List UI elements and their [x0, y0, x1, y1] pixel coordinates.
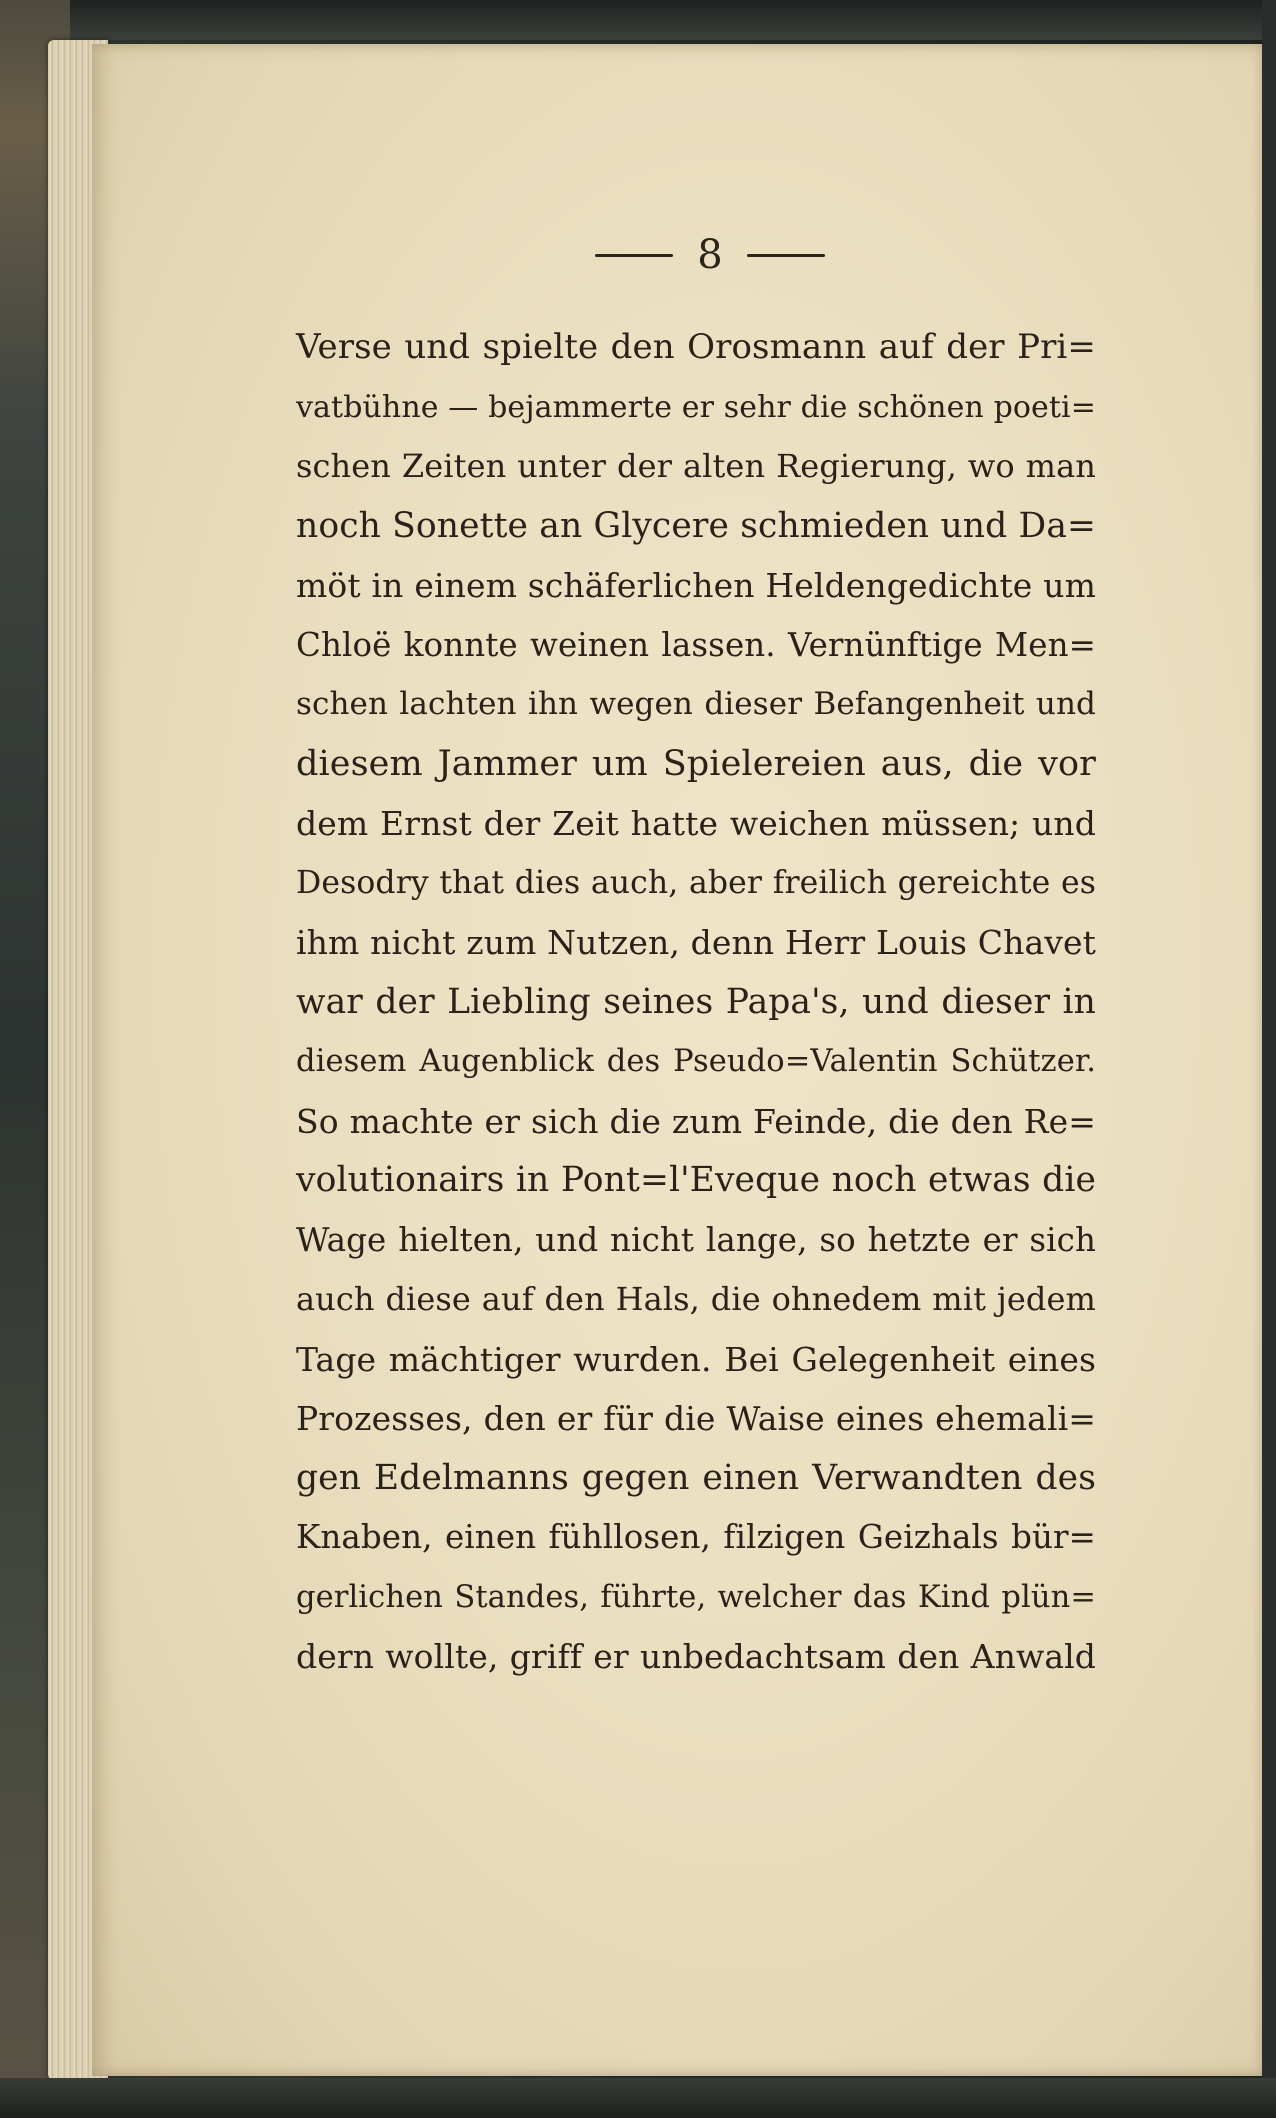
body-text	[296, 318, 1096, 1687]
scan-top-edge	[0, 0, 1276, 40]
text-line: gen Edelmanns gegen einen Verwandten des	[296, 1457, 1096, 1498]
text-line: war der Liebling seines Papa's, und dieser in	[296, 981, 1096, 1022]
text-line: dem Ernst der Zeit hatte weichen müssen; und	[296, 804, 1096, 843]
text-line: Knaben, einen fühllosen, filzigen Geizhals bür=	[296, 1518, 1096, 1556]
header-rule-right	[747, 254, 825, 257]
text-line: Verse und spielte den Orosmann auf der Pri=	[296, 327, 1096, 367]
text-line: Tage mächtiger wurden. Bei Gelegenheit eines	[296, 1339, 1096, 1379]
text-line: Wage hielten, und nicht lange, so hetzte er sich	[296, 1220, 1096, 1259]
text-line: ihm nicht zum Nutzen, denn Herr Louis Chavet	[296, 923, 1096, 962]
text-line: schen Zeiten unter der alten Regierung, wo man	[296, 447, 1096, 485]
page-number: 8	[697, 232, 723, 278]
text-line: volutionairs in Pont=l'Eveque noch etwas die	[296, 1160, 1096, 1200]
page-header	[560, 230, 860, 280]
text-line: diesem Augenblick des Pseudo=Valentin Schützer.	[296, 1044, 1096, 1079]
text-line: dern wollte, griff er unbedachtsam den Anwald	[296, 1637, 1096, 1676]
text-line: So machte er sich die zum Feinde, die den Re=	[296, 1101, 1096, 1141]
text-line: vatbühne — bejammerte er sehr die schönen poeti=	[296, 389, 1096, 425]
text-line: noch Sonette an Glycere schmieden und Da=	[296, 505, 1096, 546]
text-line: Desodry that dies auch, aber freilich gereichte es	[296, 864, 1096, 901]
text-line: schen lachten ihn wegen dieser Befangenheit und	[296, 686, 1096, 722]
text-line: Chloë konnte weinen lassen. Vernünftige Men=	[296, 625, 1096, 664]
scan-right-edge	[1262, 0, 1276, 2118]
text-line: diesem Jammer um Spielereien aus, die vor	[296, 743, 1096, 784]
header-rule-left	[595, 254, 673, 257]
text-line: gerlichen Standes, führte, welcher das Kind plün=	[296, 1579, 1096, 1615]
text-line: möt in einem schäferlichen Heldengedichte um	[296, 566, 1096, 605]
text-line: Prozesses, den er für die Waise eines ehemali=	[296, 1399, 1096, 1438]
text-line: auch diese auf den Hals, die ohnedem mit jedem	[296, 1280, 1096, 1318]
scan-bottom-edge	[0, 2078, 1276, 2118]
